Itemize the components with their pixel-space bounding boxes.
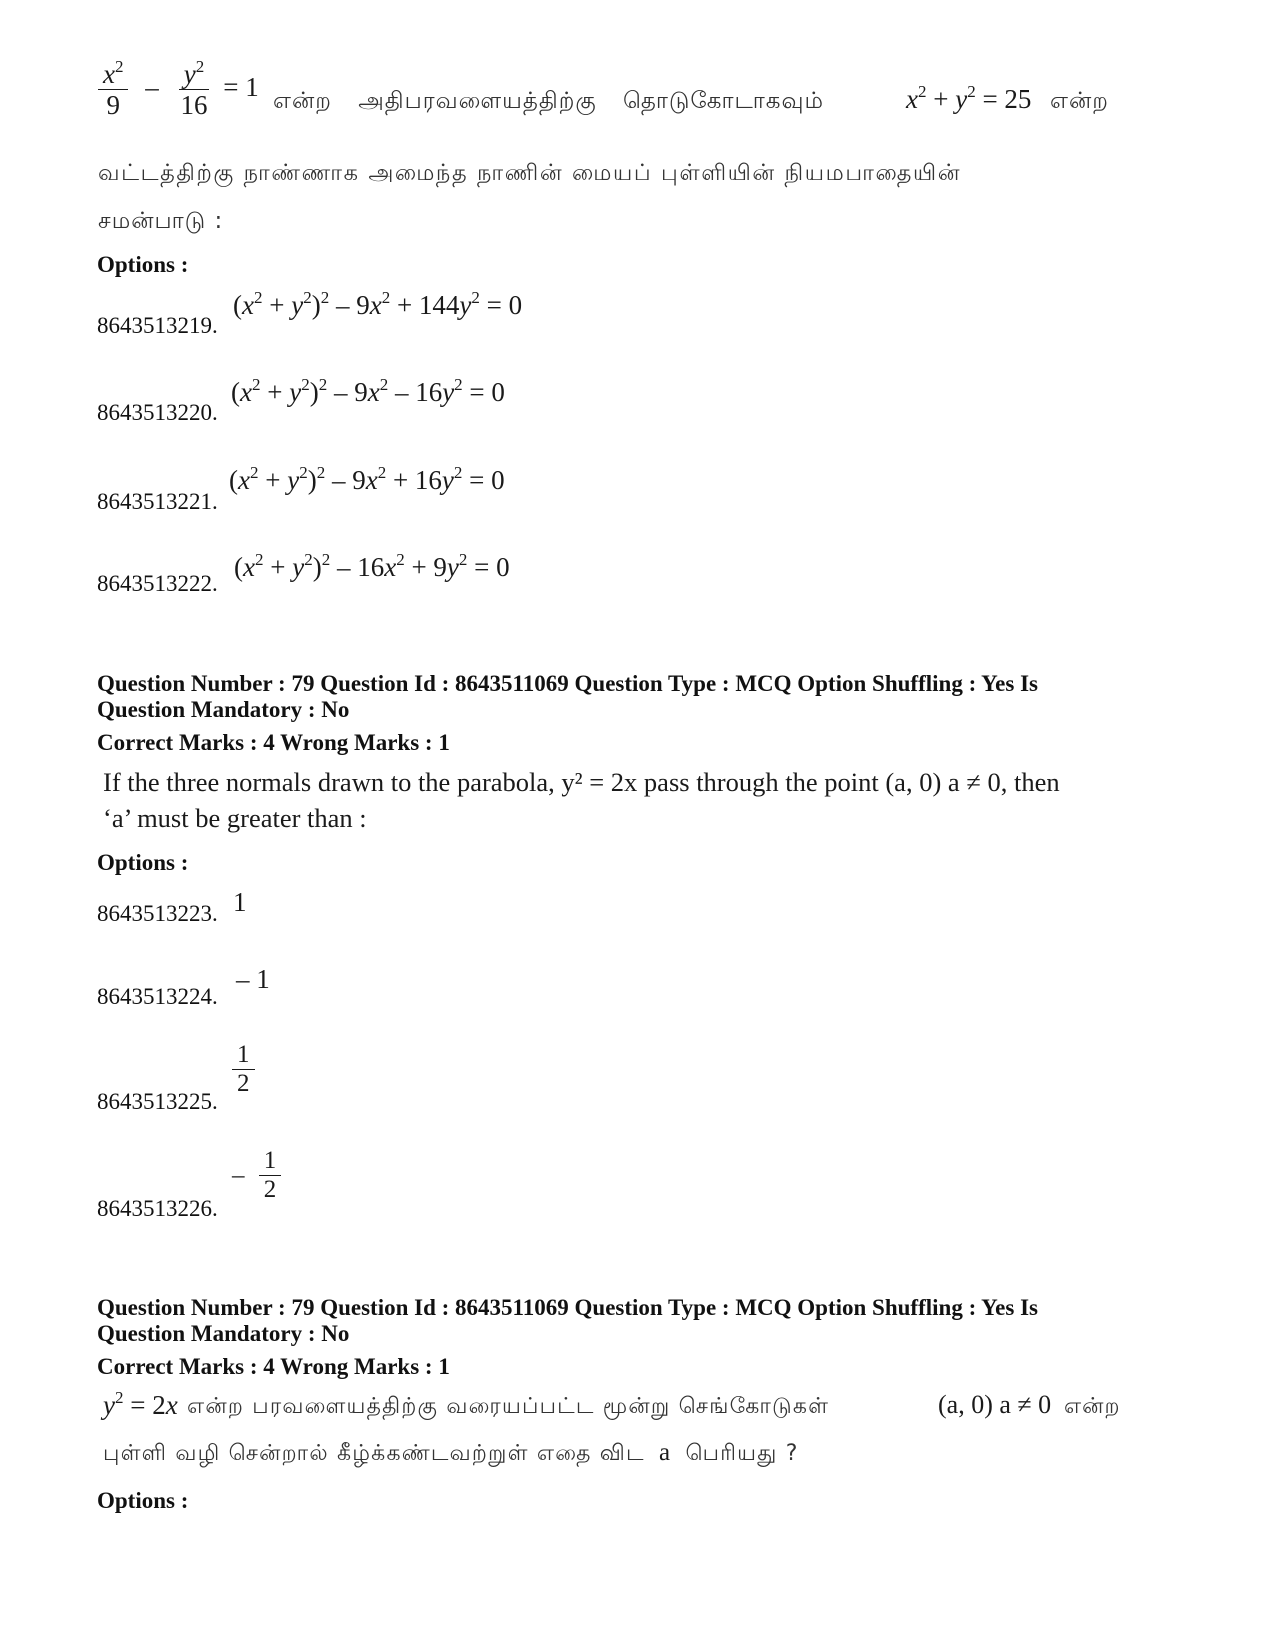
fraction-y2-over-16: $\frac{y^2}{16}$ <box>180 57 208 121</box>
point-text: (a, 0) a ≠ 0 <box>938 1390 1052 1419</box>
option-id: 8643513225. <box>97 1089 218 1114</box>
option-id: 8643513220. <box>97 400 218 425</box>
circle-equation: $x^2 + y^2 = 25$ <box>906 82 1032 114</box>
options-label: Options : <box>97 1488 189 1513</box>
option-id: 8643513226. <box>97 1196 218 1221</box>
option-expression[interactable]: $(x^2 + y^2)^2 - 16x^2 + 9y^2 = 0$ <box>234 550 510 582</box>
question-text-line2: ‘a’ must be greater than : <box>103 803 367 833</box>
option-id: 8643513224. <box>97 984 218 1009</box>
question-text-tamil-line1-end: என்ற <box>1064 1394 1121 1419</box>
question-text-tamil-line1: என்ற பரவளையத்திற்கு வரையப்பட்ட மூன்று செங்கோடுகள் <box>187 1394 830 1419</box>
question-header-line2: Question Mandatory : No <box>97 1321 350 1346</box>
question-header: Question Number : 79 Question Id : 8643511069 Question Type : MCQ Option Shuffling : Yes Is <box>97 1295 1038 1320</box>
option-id: 8643513219. <box>97 313 218 338</box>
question-text-line1: If the three normals drawn to the parabola, y² = 2x pass through the point (a, 0) a ≠ 0, then <box>103 767 1060 797</box>
fraction-x2-over-9: $\frac{x^2}{9}$ <box>98 60 128 120</box>
option-fraction[interactable]: $\frac{1}{2}$ <box>232 1042 255 1098</box>
question-text-tamil-line3: சமன்பாடு : <box>98 208 224 234</box>
hyperbola-equation: $\frac{x^2}{9}$ – $\frac{y^2}{16}$ = 1 <box>98 60 259 120</box>
option-id: 8643513221. <box>97 489 218 514</box>
question-marks: Correct Marks : 4 Wrong Marks : 1 <box>97 730 450 755</box>
option-id: 8643513223. <box>97 901 218 926</box>
option-value[interactable]: 1 <box>233 887 247 917</box>
question-text-tamil-line2: வட்டத்திற்கு நாண்ணாக அமைந்த நாணின் மையப் புள்ளியின் நியமபாதையின் <box>98 160 962 186</box>
question-header: Question Number : 79 Question Id : 8643511069 Question Type : MCQ Option Shuffling : Yes Is <box>97 671 1038 696</box>
option-expression[interactable]: $(x^2 + y^2)^2 - 9x^2 - 16y^2 = 0$ <box>231 375 505 407</box>
question-text-tamil-line1: என்ற அதிபரவளையத்திற்கு தொடுகோடாகவும் <box>273 88 825 114</box>
parabola-equation: $y^2 = 2x$ <box>103 1388 178 1420</box>
option-id: 8643513222. <box>97 571 218 596</box>
option-expression[interactable]: $(x^2 + y^2)^2 - 9x^2 + 16y^2 = 0$ <box>229 463 505 495</box>
question-header-line2: Question Mandatory : No <box>97 697 350 722</box>
option-value[interactable]: – 1 <box>236 964 270 994</box>
option-fraction[interactable]: – $\frac{1}{2}$ <box>232 1148 281 1204</box>
question-marks: Correct Marks : 4 Wrong Marks : 1 <box>97 1354 450 1379</box>
options-label: Options : <box>97 252 189 277</box>
options-label: Options : <box>97 850 189 875</box>
option-expression[interactable]: $(x^2 + y^2)^2 - 9x^2 + 144y^2 = 0$ <box>233 288 523 320</box>
question-text-tamil-line2: புள்ளி வழி சென்றால் கீழ்க்கண்டவற்றுள் எதை விட a பெரியது ? <box>103 1439 799 1466</box>
question-text-tamil-line1-end: என்ற <box>1050 88 1109 114</box>
